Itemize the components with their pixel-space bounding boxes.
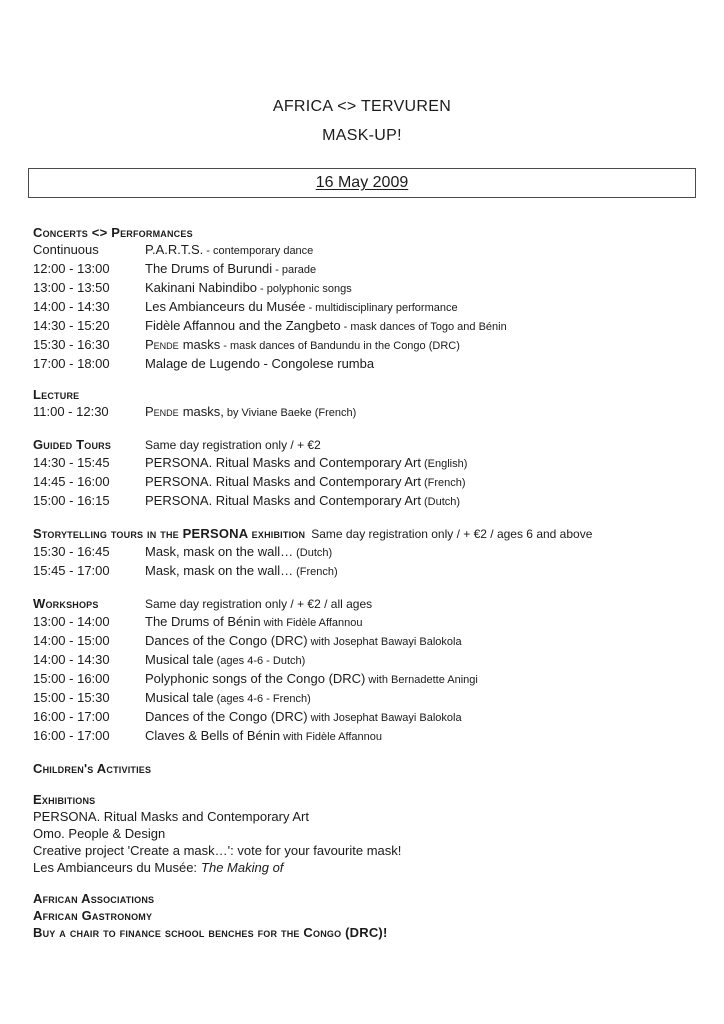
row-description	[145, 689, 694, 708]
list-item	[33, 859, 694, 876]
section-heading: Guided Tours	[33, 437, 112, 452]
row-time: 15:30 - 16:30	[33, 337, 110, 352]
row-time: 14:30 - 15:45	[33, 455, 110, 470]
row-note: - parade	[275, 264, 317, 276]
row-time: 13:00 - 13:50	[33, 280, 110, 295]
schedule-row	[33, 562, 694, 581]
schedule-row	[33, 651, 694, 670]
row-time: 13:00 - 14:00	[33, 614, 110, 629]
schedule-row	[33, 632, 694, 651]
event-title-line2: MASK-UP!	[322, 127, 402, 144]
section-heading-row	[33, 525, 694, 543]
row-time: 16:00 - 17:00	[33, 728, 110, 743]
program-sections	[28, 224, 696, 941]
row-description	[145, 317, 694, 336]
footer-heading: Buy a chair to finance school benches for the Congo (DRC)!	[33, 925, 388, 940]
row-text: Dances of the Congo (DRC)	[145, 709, 308, 724]
row-text: Mask, mask on the wall…	[145, 563, 294, 578]
row-note: - mask dances of Togo and Bénin	[343, 321, 507, 333]
row-text: Polyphonic songs of the Congo (DRC)	[145, 671, 366, 686]
row-text: masks	[182, 337, 221, 352]
schedule-row	[33, 317, 694, 336]
section-concerts-performances	[33, 224, 694, 372]
section-heading-note: Same day registration only / + €2 / ages 6 and above	[311, 527, 593, 541]
row-smallcaps-text: Pende	[145, 404, 179, 419]
schedule-row	[33, 613, 694, 632]
list-item	[33, 808, 694, 825]
schedule-row	[33, 543, 694, 562]
line-text: Omo. People & Design	[33, 826, 166, 841]
row-time: 15:00 - 15:30	[33, 690, 110, 705]
row-text: Musical tale	[145, 652, 214, 667]
row-description	[145, 708, 694, 727]
row-text: Musical tale	[145, 690, 214, 705]
row-time: 14:45 - 16:00	[33, 474, 110, 489]
line-italic-text: The Making of	[201, 860, 284, 875]
row-text: Mask, mask on the wall…	[145, 544, 294, 559]
schedule-row	[33, 473, 694, 492]
row-text: The Drums of Burundi	[145, 261, 273, 276]
row-time: 15:00 - 16:15	[33, 493, 110, 508]
section-heading: Workshops	[33, 596, 99, 611]
line-text: Creative project 'Create a mask…': vote for your favourite mask!	[33, 843, 402, 858]
footer-heading: African Gastronomy	[33, 908, 153, 923]
row-text: Claves & Bells of Bénin	[145, 728, 281, 743]
schedule-row	[33, 708, 694, 727]
row-description	[145, 543, 694, 562]
row-description	[145, 562, 694, 581]
section-heading-row	[33, 224, 694, 241]
row-note: with Bernadette Aningi	[368, 674, 478, 686]
section-heading: Storytelling tours in the PERSONA exhibition	[33, 526, 306, 541]
row-time: 15:30 - 16:45	[33, 544, 110, 559]
schedule-row	[33, 336, 694, 355]
row-text: Fidèle Affannou and the Zangbeto	[145, 318, 341, 333]
row-text: PERSONA. Ritual Masks and Contemporary Art	[145, 455, 421, 470]
row-note: (French)	[424, 477, 466, 489]
section-exhibitions	[33, 791, 694, 876]
row-note: with Fidèle Affannou	[263, 617, 363, 629]
schedule-row	[33, 403, 694, 422]
section-footer-notes	[33, 890, 694, 941]
row-description	[145, 260, 694, 279]
row-note: (French)	[296, 566, 338, 578]
section-heading: Exhibitions	[33, 792, 96, 807]
row-description	[145, 492, 694, 511]
row-note: with Josephat Bawayi Balokola	[310, 712, 462, 724]
row-text: Kakinani Nabindibo	[145, 280, 258, 295]
row-note: (ages 4-6 - Dutch)	[216, 655, 306, 667]
footer-heading: African Associations	[33, 891, 155, 906]
document-title-block	[28, 0, 696, 150]
row-text: The Drums of Bénin	[145, 614, 261, 629]
row-description	[145, 403, 694, 422]
row-note: - mask dances of Bandundu in the Congo (DRC)	[223, 340, 460, 352]
row-note: by Viviane Baeke (French)	[226, 407, 357, 419]
row-note: - multidisciplinary performance	[308, 302, 458, 314]
row-time: 17:00 - 18:00	[33, 356, 110, 371]
row-note: (Dutch)	[424, 496, 461, 508]
row-description	[145, 454, 694, 473]
row-text: masks,	[182, 404, 224, 419]
list-item	[33, 842, 694, 859]
section-heading-row	[33, 386, 694, 403]
date-box	[28, 168, 696, 198]
row-description	[145, 632, 694, 651]
line-text: Les Ambianceurs du Musée:	[33, 860, 198, 875]
schedule-row	[33, 279, 694, 298]
section-childrens-activities	[33, 760, 694, 777]
section-heading-row	[33, 595, 694, 613]
schedule-row	[33, 355, 694, 372]
event-date: 16 May 2009	[315, 174, 409, 191]
row-text: Malage de Lugendo - Congolese rumba	[145, 356, 375, 371]
section-heading-note: Same day registration only / + €2 / all ages	[145, 597, 373, 611]
schedule-row	[33, 689, 694, 708]
row-note: (English)	[424, 458, 468, 470]
event-title-line1: AFRICA <> TERVUREN	[272, 98, 452, 115]
row-description	[145, 241, 694, 260]
row-note: - contemporary dance	[206, 245, 314, 257]
row-time: 11:00 - 12:30	[33, 404, 109, 419]
section-heading-row	[33, 436, 694, 454]
section-heading-row	[33, 791, 694, 808]
schedule-row	[33, 454, 694, 473]
section-heading-row	[33, 760, 694, 777]
section-heading-note: Same day registration only / + €2	[145, 438, 321, 452]
row-time: 14:30 - 15:20	[33, 318, 110, 333]
row-time: 15:00 - 16:00	[33, 671, 110, 686]
row-time: 14:00 - 14:30	[33, 299, 110, 314]
schedule-row	[33, 670, 694, 689]
row-note: (Dutch)	[296, 547, 333, 559]
row-text: PERSONA. Ritual Masks and Contemporary Art	[145, 493, 421, 508]
row-time: 12:00 - 13:00	[33, 261, 110, 276]
row-note: - polyphonic songs	[260, 283, 352, 295]
schedule-row	[33, 298, 694, 317]
row-description	[145, 613, 694, 632]
row-description	[145, 473, 694, 492]
section-heading: Lecture	[33, 387, 80, 402]
section-heading: Concerts <> Performances	[33, 225, 193, 240]
schedule-row	[33, 241, 694, 260]
row-description	[145, 336, 694, 355]
row-smallcaps-text: Pende	[145, 337, 179, 352]
schedule-row	[33, 492, 694, 511]
row-text: Les Ambianceurs du Musée	[145, 299, 306, 314]
line-text: PERSONA. Ritual Masks and Contemporary Art	[33, 809, 309, 824]
section-workshops	[33, 595, 694, 746]
row-time: 15:45 - 17:00	[33, 563, 110, 578]
row-time: Continuous	[33, 242, 99, 257]
row-note: with Fidèle Affannou	[283, 731, 382, 743]
section-heading: Children's Activities	[33, 761, 152, 776]
row-description	[145, 355, 694, 372]
row-text: PERSONA. Ritual Masks and Contemporary Art	[145, 474, 421, 489]
section-storytelling-tours	[33, 525, 694, 581]
row-note: with Josephat Bawayi Balokola	[310, 636, 462, 648]
schedule-row	[33, 727, 694, 746]
schedule-row	[33, 260, 694, 279]
row-note: (ages 4-6 - French)	[216, 693, 311, 705]
row-description	[145, 279, 694, 298]
row-time: 14:00 - 14:30	[33, 652, 110, 667]
row-time: 16:00 - 17:00	[33, 709, 110, 724]
row-time: 14:00 - 15:00	[33, 633, 110, 648]
row-description	[145, 670, 694, 689]
section-guided-tours	[33, 436, 694, 511]
list-item	[33, 825, 694, 842]
row-text: P.A.R.T.S.	[145, 242, 204, 257]
row-description	[145, 727, 694, 746]
row-description	[145, 298, 694, 317]
row-description	[145, 651, 694, 670]
section-lecture	[33, 386, 694, 422]
row-text: Dances of the Congo (DRC)	[145, 633, 308, 648]
